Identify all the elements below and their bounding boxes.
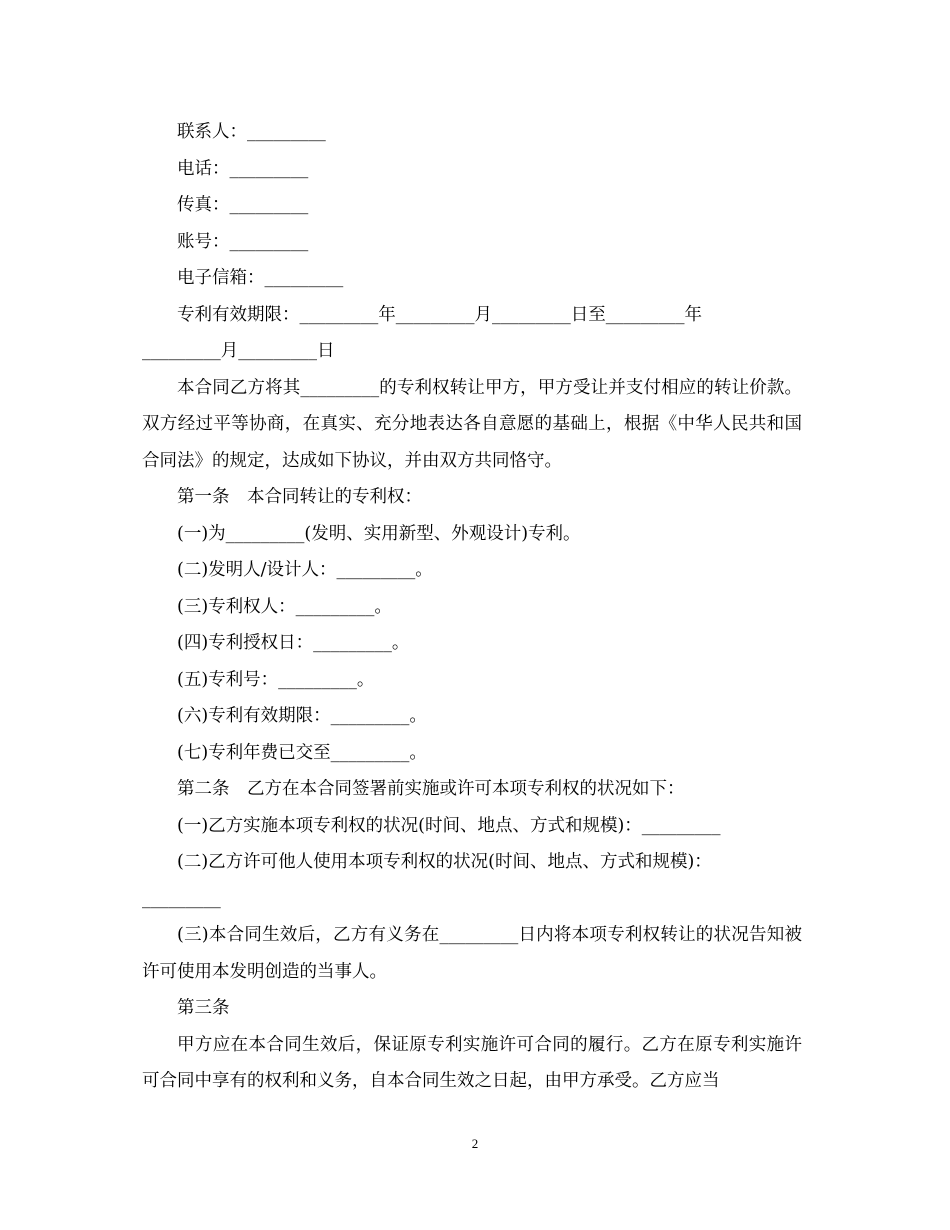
- page-number: 2: [471, 1136, 479, 1151]
- article-2-heading: 第二条 乙方在本合同签署前实施或许可本项专利权的状况如下：: [177, 779, 685, 799]
- contact-person-line: 联系人：_________: [177, 122, 326, 142]
- article-1-item-7: (七)专利年费已交至_________。: [177, 742, 427, 763]
- article-2-item-2: (二)乙方许可他人使用本项专利权的状况(时间、地点、方式和规模)：: [177, 852, 712, 872]
- article-1-item-1: (一)为_________(发明、实用新型、外观设计)专利。: [177, 523, 581, 544]
- article-1-item-6: (六)专利有效期限：_________。: [177, 706, 427, 726]
- article-3-heading: 第三条: [177, 998, 230, 1018]
- document-body: [142, 114, 802, 1100]
- patent-validity-line-continued: _________月_________日: [142, 341, 335, 361]
- fax-line: 传真：_________: [177, 195, 309, 215]
- account-line: 账号：_________: [177, 231, 309, 252]
- article-2-item-2-blank: _________: [142, 888, 221, 909]
- article-1-item-3: (三)专利权人：_________。: [177, 596, 392, 617]
- article-3-paragraph: 甲方应在本合同生效后，保证原专利实施许可合同的履行。乙方在原专利实施许可合同中享有的权利和义务，自本合同生效之日起，由甲方承受。乙方应当: [142, 1034, 802, 1091]
- intro-paragraph: 本合同乙方将其_________的专利权转让甲方，甲方受让并支付相应的转让价款。双方经过平等协商，在真实、充分地表达各自意愿的基础上，根据《中华人民共和国合同法》的规定，达成如下协议，并由双方共同恪守。: [142, 377, 802, 471]
- email-line: 电子信箱：_________: [177, 268, 344, 288]
- article-1-item-2: (二)发明人/设计人：_________。: [177, 560, 433, 580]
- article-1-item-4: (四)专利授权日：_________。: [177, 633, 410, 653]
- patent-validity-line: 专利有效期限：_________年_________月_________日至_________年: [177, 304, 702, 325]
- phone-line: 电话：_________: [177, 158, 309, 179]
- article-1-heading: 第一条 本合同转让的专利权：: [177, 487, 422, 507]
- article-2-item-3: (三)本合同生效后，乙方有义务在_________日内将本项专利权转让的状况告知被许可使用本发明创造的当事人。: [142, 925, 802, 982]
- article-1-item-5: (五)专利号：_________。: [177, 669, 375, 690]
- article-2-item-1: (一)乙方实施本项专利权的状况(时间、地点、方式和规模)：_________: [177, 815, 721, 836]
